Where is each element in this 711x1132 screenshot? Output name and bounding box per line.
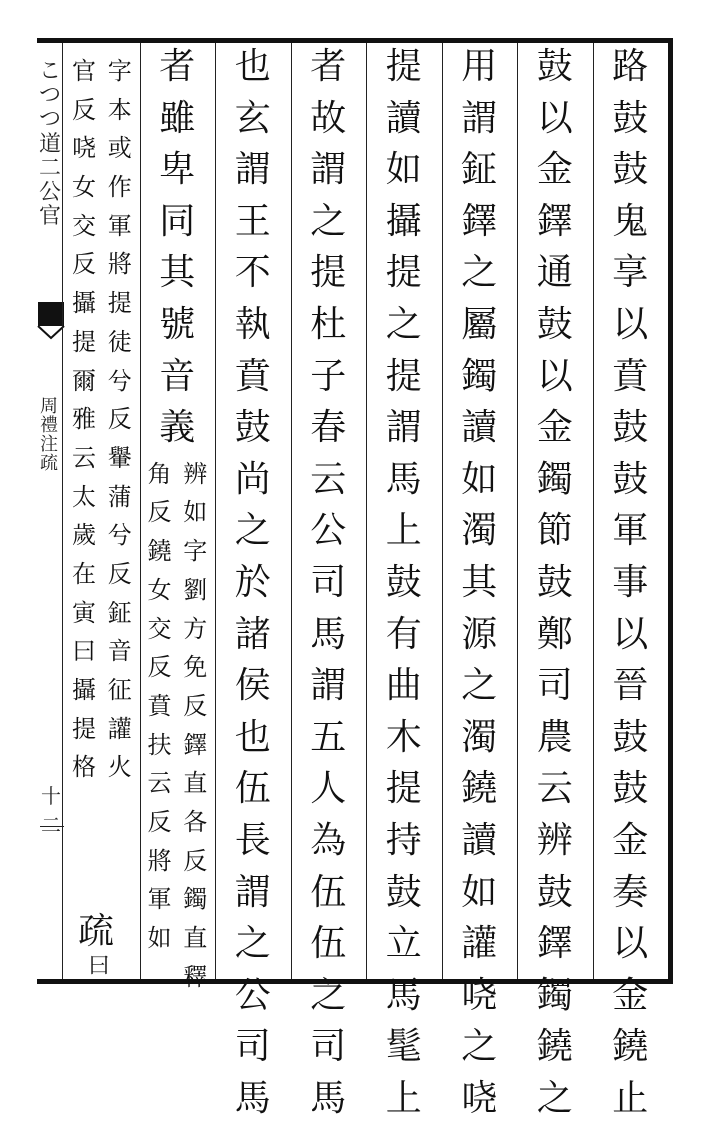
annotation-char: 雅 [72,405,96,434]
text-char: 提 [385,46,422,87]
text-column [381,46,427,1132]
text-char: 鐲 [536,974,573,1016]
text-char: 鄭 [536,613,573,655]
text-column [456,46,502,1132]
text-char: 不 [234,252,271,294]
text-char: 玄 [234,97,271,139]
annotation-char: 寅 [72,598,96,627]
annotation-char: 反 [107,405,132,434]
text-char: 鐃 [612,1026,649,1068]
text-char: 於 [234,561,271,603]
text-char: 哓 [461,1077,498,1119]
annotation-char: 徒 [107,327,132,356]
text-char: 提 [385,355,422,397]
margin-char: 官 [38,204,61,230]
annotation-char: 直 [183,924,208,953]
text-char: 節 [536,510,573,552]
text-char: 路 [612,46,649,87]
text-char: 之 [461,1026,498,1068]
text-char: 以 [612,303,649,345]
annotation-char: 歲 [72,521,96,550]
book-title-char: 禮 [40,414,58,436]
text-char: 農 [536,716,573,758]
text-char: 提 [385,768,422,810]
annotation-column [70,59,98,794]
text-char: 鐃 [461,768,498,810]
text-char: 木 [385,716,422,758]
annotation-char: 云 [72,443,96,472]
annotation-char: 太 [72,482,96,511]
annotation-char: 攝 [72,289,96,318]
text-char: 也 [234,716,271,758]
annotation-char: 字 [107,57,132,85]
text-char: 提 [310,252,347,294]
text-char: 卑 [159,149,196,191]
annotation-char: 讙 [107,714,132,743]
column-rule [215,43,216,979]
text-column [154,46,200,462]
column-rule [517,43,518,979]
annotation-char: 如 [183,498,208,527]
text-char: 故 [310,97,347,139]
text-char: 謂 [310,665,347,707]
text-char: 鼓 [612,716,649,758]
text-char: 鼓 [612,97,649,139]
text-char: 鐲 [536,458,573,500]
text-char: 金 [536,407,573,449]
text-char: 公 [234,974,271,1016]
annotation-column [181,459,209,1004]
text-char: 鼓 [385,871,422,913]
text-char: 如 [461,871,498,913]
column-rule [442,43,443,979]
annotation-char: 云 [147,769,172,798]
text-char: 鐲 [461,355,498,397]
text-char: 金 [536,149,573,191]
text-char: 之 [234,923,271,965]
annotation-char: 曰 [72,637,96,666]
text-char: 馬 [385,974,422,1016]
text-char: 上 [385,510,422,552]
text-char: 杜 [310,303,347,345]
text-char: 上 [385,1077,422,1119]
annotation-char: 免 [183,653,208,682]
text-char: 享 [612,252,649,294]
annotation-char: 劉 [183,575,208,604]
text-char: 之 [536,1077,573,1119]
annotation-char: 各 [183,807,208,836]
text-frame [37,38,673,1119]
column-rule [593,43,594,979]
annotation-char: 賁 [147,691,172,720]
margin-char: こ [38,59,61,84]
text-char: 有 [385,613,422,655]
book-title-char: 周 [40,396,58,417]
text-char: 如 [461,458,498,500]
text-char: 賁 [234,355,271,397]
text-char: 號 [159,303,196,345]
column-rule [62,43,63,979]
text-char: 哓 [461,974,498,1016]
annotation-char: 辨 [183,459,208,488]
text-char: 鬼 [612,200,649,242]
annotation-char: 提 [72,327,96,356]
text-column [305,46,351,1132]
annotation-char: 鉦 [107,598,132,627]
column-rule [291,43,292,979]
book-title-char: 注 [40,433,58,455]
text-char: 執 [234,303,271,345]
text-char: 云 [310,458,347,500]
text-char: 五 [310,716,347,758]
annotation-char: 曰 [88,954,111,979]
annotation-column [146,459,174,965]
annotation-char: 如 [147,924,172,953]
text-char: 鼓 [536,561,573,603]
annotation-char: 兮 [107,521,132,550]
text-char: 者 [159,46,196,87]
text-char: 司 [310,561,347,603]
annotation-char: 音 [107,637,132,666]
annotation-char: 作 [107,173,132,202]
text-char: 諸 [234,613,271,655]
text-char: 司 [310,1026,347,1068]
text-char: 讀 [461,819,498,861]
text-char: 鼓 [385,561,422,603]
annotation-char: 反 [183,691,208,720]
text-char: 為 [310,819,347,861]
text-char: 長 [234,819,271,861]
text-char: 伍 [310,871,347,913]
column-rule [366,43,367,979]
annotation-char: 交 [72,211,96,240]
text-char: 謂 [310,149,347,191]
annotation-char: 鐸 [183,730,208,759]
text-char: 立 [385,923,422,965]
margin-char: 公 [38,179,61,205]
text-char: 馬 [234,1077,271,1119]
text-column [607,46,653,1132]
annotation-char: 將 [147,846,172,875]
text-char: 鼓 [536,871,573,913]
text-char: 鐸 [536,923,573,965]
text-char: 以 [612,923,649,965]
text-char: 以 [536,97,573,139]
text-char: 其 [461,561,498,603]
annotation-char: 兮 [107,366,132,395]
annotation-char: 提 [72,714,96,743]
text-char: 鐸 [461,200,498,242]
text-char: 之 [310,200,347,242]
annotation-char: 反 [147,807,172,836]
annotation-char: 女 [147,575,172,604]
annotation-char: 方 [183,614,208,643]
text-char: 如 [385,149,422,191]
text-char: 止 [612,1077,649,1119]
text-char: 鼓 [234,407,271,449]
annotation-char: 爾 [72,366,96,395]
text-char: 尚 [234,458,271,500]
annotation-char: 將 [107,250,132,279]
text-char: 鉦 [461,149,498,191]
annotation-char: 反 [72,250,96,279]
text-char: 音 [159,355,196,397]
annotation-char: 反 [183,846,208,875]
annotation-char: 攝 [72,676,96,704]
annotation-char: 直 [183,769,208,798]
text-char: 鼓 [612,458,649,500]
text-column [532,46,578,1132]
text-char: 事 [612,561,649,603]
text-char: 王 [234,200,271,242]
commentary-marker: 疏 [78,911,115,952]
text-char: 曲 [385,665,422,707]
annotation-char: 鐲 [183,885,208,914]
book-title-char: 疏 [40,452,58,474]
text-char: 讀 [385,97,422,139]
text-char: 司 [536,665,573,707]
text-char: 攝 [385,200,422,242]
text-char: 馬 [310,613,347,655]
annotation-char: 反 [107,559,132,588]
text-char: 以 [536,355,573,397]
annotation-char: 釋 [183,962,208,991]
text-char: 髦 [385,1026,422,1068]
annotation-char: 女 [72,173,96,202]
annotation-char: 轝 [107,443,132,472]
text-char: 鼓 [612,407,649,449]
text-char: 司 [234,1026,271,1068]
text-char: 之 [310,974,347,1016]
text-char: 鐃 [536,1026,573,1068]
annotation-char: 扶 [147,730,172,759]
text-char: 謂 [385,407,422,449]
text-char: 公 [310,510,347,552]
text-char: 同 [159,200,196,242]
annotation-char: 鐃 [147,537,172,566]
text-char: 讙 [461,923,498,965]
annotation-char: 字 [183,537,208,566]
text-char: 鼓 [536,46,573,87]
text-column [230,46,276,1132]
text-char: 金 [612,819,649,861]
margin-char: 道 [38,131,61,157]
text-char: 賁 [612,355,649,397]
page-number: 十二 [41,784,61,837]
text-char: 晉 [612,665,649,707]
text-char: 義 [159,407,196,449]
annotation-char: 本 [107,95,132,124]
annotation-char: 官 [72,57,96,85]
annotation-char: 格 [72,753,96,782]
annotation-char: 提 [107,289,132,318]
text-char: 用 [461,46,498,87]
text-char: 軍 [612,510,649,552]
annotation-char: 哓 [72,134,96,163]
text-char: 鼓 [612,149,649,191]
annotation-char: 在 [72,559,96,588]
text-char: 金 [612,974,649,1016]
annotation-char: 軍 [147,885,172,914]
annotation-char: 軍 [107,211,132,240]
text-char: 讀 [461,407,498,449]
annotation-char: 交 [147,614,172,643]
annotation-char: 或 [107,134,132,163]
text-char: 侯 [234,665,271,707]
text-char: 之 [461,252,498,294]
text-char: 提 [385,252,422,294]
text-char: 屬 [461,303,498,345]
text-char: 之 [234,510,271,552]
text-char: 謂 [461,97,498,139]
text-char: 子 [310,355,347,397]
margin-char: つ [38,107,61,133]
text-char: 云 [536,768,573,810]
text-char: 之 [385,303,422,345]
text-char: 鐸 [536,200,573,242]
annotation-column [106,59,134,794]
text-char: 通 [536,252,573,294]
annotation-char: 征 [107,676,132,704]
text-char: 源 [461,613,498,655]
text-char: 鼓 [536,303,573,345]
text-char: 其 [159,252,196,294]
margin-char: つ [38,83,61,109]
text-char: 以 [612,613,649,655]
text-char: 持 [385,819,422,861]
margin-char: 二 [38,155,61,181]
text-char: 謂 [234,871,271,913]
text-char: 雖 [159,97,196,139]
text-char: 濁 [461,510,498,552]
text-char: 之 [461,665,498,707]
text-char: 辨 [536,819,573,861]
annotation-char: 反 [147,498,172,527]
annotation-char: 反 [147,653,172,682]
annotation-char: 火 [107,753,132,782]
text-char: 馬 [310,1077,347,1119]
text-char: 奏 [612,871,649,913]
column-rule [140,43,141,979]
annotation-char: 角 [147,459,172,488]
text-char: 者 [310,46,347,87]
annotation-char: 反 [72,95,96,124]
text-char: 也 [234,46,271,87]
annotation-char: 蒲 [107,482,132,511]
text-char: 人 [310,768,347,810]
text-char: 春 [310,407,347,449]
text-char: 鼓 [612,768,649,810]
text-char: 伍 [234,768,271,810]
text-char: 伍 [310,923,347,965]
text-char: 濁 [461,716,498,758]
text-char: 謂 [234,149,271,191]
text-char: 馬 [385,458,422,500]
